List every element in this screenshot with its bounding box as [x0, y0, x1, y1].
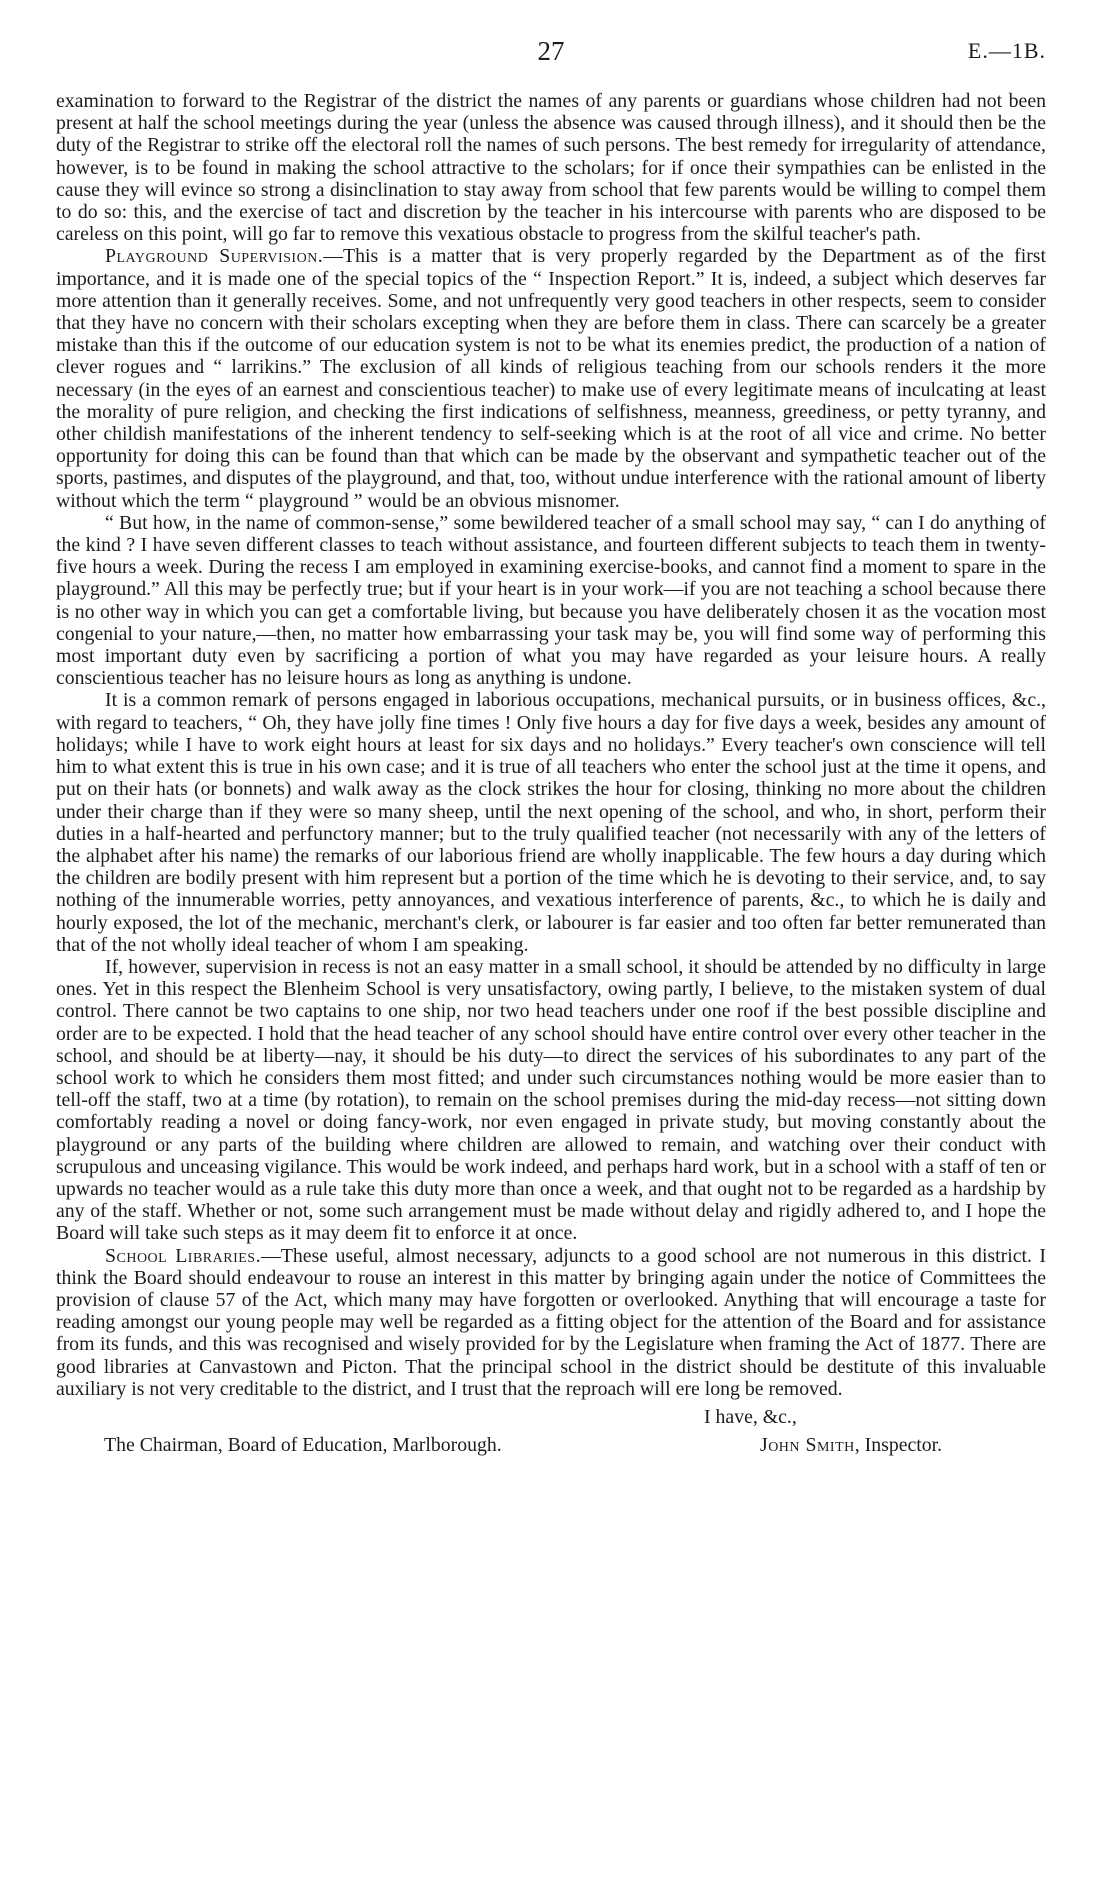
paragraph-school-libraries — [56, 1245, 1046, 1400]
paragraph-playground-supervision — [56, 245, 1046, 511]
paragraph-text: —This is a matter that is very properly regarded by the Department as of the first importance, and it is made one of the special topics of the “ Inspection Report.” It is, indeed, a subject which deserves far more attention than it generally receives. Some, and not unfrequently very good teachers in other respects, seem to consider that they have no concern with their scholars excepting when they are before them in class. There can scarcely be a greater mistake than this if the outcome of our education system is not to be what its enemies predict, the production of a nation of clever rogues and “ larrikins.” The exclusion of all kinds of religious teaching from our schools renders it the more necessary (in the eyes of an earnest and conscientious teacher) to make use of every legitimate means of inculcating at least the morality of pure religion, and checking the first indications of selfishness, meanness, greediness, or petty tyranny, and other childish manifestations of the inherent tendency to self-seeking which is at the root of all vice and crime. No better opportunity for doing this can be found than that which can be made by the observant and sympathetic teacher out of the sports, pastimes, and disputes of the playground, and that, too, without undue interference with the rational amount of liberty without which the term “ playground ” would be an obvious misnomer. — [56, 245, 1046, 512]
page-number: 27 — [537, 36, 565, 66]
page-header — [56, 28, 1046, 68]
paragraph-small-school — [56, 512, 1046, 690]
paragraph-attendance — [56, 90, 1046, 245]
report-body — [56, 90, 1046, 1400]
document-page — [56, 28, 1046, 1470]
signature-title: , Inspector. — [854, 1433, 943, 1456]
signature-name: John Smith — [760, 1433, 855, 1456]
paragraph-text: It is a common remark of persons engaged in laborious occupations, mechanical pursuits, or in business offices, &c., with regard to teachers, “ Oh, they have jolly fine times ! Only five hours a day for five days a week, besides any amount of holidays; while I have to work eight hours at least for six days and no holidays.” Every teacher's own conscience will tell him to what extent this is true in his own case; and it is true of all teachers who enter the school just at the time it opens, and put on their hats (or bonnets) and walk away as the clock strikes the hour for closing, thinking no more about the children under their charge than if they were so many sheep, until the next opening of the school, and who, in short, perform their duties in a half-hearted and perfunctory manner; but to the truly qualified teacher (not necessarily with any of the letters of the alphabet after his name) the remarks of our laborious friend are wholly inapplicable. The few hours a day during which the children are bodily present with him represent but a portion of the time which he is devoting to their service, and, to say nothing of the innumerable worries, petty annoyances, and vexatious interference of parents, &c., to which he is daily and hourly exposed, the lot of the mechanic, merchant's clerk, or labourer is far easier and too often far better remunerated than that of the not wholly ideal teacher of whom I am speaking. — [56, 689, 1046, 956]
document-reference: E.—1B. — [967, 38, 1046, 63]
addressee: The Chairman, Board of Education, Marlborough. — [104, 1433, 502, 1456]
signature — [760, 1434, 942, 1457]
paragraph-text: If, however, supervision in recess is not an easy matter in a small school, it should be attended by no difficulty in large ones. Yet in this respect the Blenheim School is very unsatisfactory, owing partly, I believe, to the mistaken system of dual control. There cannot be two captains to one ship, nor two head teachers under one roof if the best possible discipline and order are to be expected. I hold that the head teacher of any school should have entire control over every other teacher in the school, and should be at liberty—nay, it should be his duty—to direct the services of his subordinates to any part of the school work to which he considers them most fitted; and under such circumstances nothing would be more easier than to tell-off the staff, two at a time (by rotation), to remain on the school premises during the mid-day recess—not sitting down comfortably reading a novel or doing fancy-work, nor even engaged in private study, but moving constantly about the playground or any parts of the building where children are allowed to remain, and watching over their conduct with scrupulous and unceasing vigilance. This would be work indeed, and perhaps hard work, but in a school with a staff of ten or upwards no teacher would as a rule take this duty more than once a week, and that ought not to be regarded as a hardship by any of the staff. Whether or not, some such arrangement must be made without delay and rigidly adhered to, and I hope the Board will take such steps as it may deem fit to enforce it at once. — [56, 955, 1046, 1245]
paragraph-text: examination to forward to the Registrar of the district the names of any parents or guardians whose children had not been present at half the school meetings during the year (unless the absence was caused through illness), and it should then be the duty of the Registrar to strike off the electoral roll the names of such persons. The best remedy for irregularity of attendance, however, is to be found in making the school attractive to the scholars; for if once their sympathies can be enlisted in the cause they will evince so strong a disinclination to stay away from school that few parents would be willing to compel them to do so: this, and the exercise of tact and discretion by the teacher in his intercourse with parents who are disposed to be careless on this point, will go far to remove this vexatious obstacle to progress from the skilful teacher's path. — [56, 90, 1046, 246]
salutation: I have, &c., — [704, 1405, 797, 1428]
paragraph-recess-supervision — [56, 956, 1046, 1245]
paragraph-text: —These useful, almost necessary, adjuncts to a good school are not numerous in this district. I think the Board should endeavour to rouse an interest in this matter by bringing again under the notice of Committees the provision of clause 57 of the Act, which many may have forgotten or overlooked. Anything that will encourage a taste for reading amongst our young people may well be regarded as a fitting object for the attention of the Board and for assistance from its funds, and this was recognised and wisely provided for by the Legislature when framing the Act of 1877. There are good libraries at Canvastown and Picton. That the principal school in the district should be destitute of this invaluable auxiliary is not very creditable to the district, and I trust that the reproach will ere long be removed. — [56, 1244, 1047, 1400]
letter-closing — [56, 1400, 1046, 1470]
paragraph-common-remark — [56, 689, 1046, 955]
section-heading-playground-supervision: Playground Supervision. — [105, 245, 324, 268]
paragraph-text: “ But how, in the name of common-sense,” some bewildered teacher of a small school may say, “ can I do anything of the kind ? I have seven different classes to teach without assistance, and fourteen different subjects to teach them in twenty-five hours a week. During the recess I am employed in examining exercise-books, and cannot find a moment to spare in the playground.” All this may be perfectly true; but if your heart is in your work—if you are not teaching a school because there is no other way in which you can get a comfortable living, but because you have deliberately chosen it as the vocation most congenial to your nature,—then, no matter how embarrassing your task may be, you will find some way of performing this most important duty even by sacrificing a portion of what you may have regarded as your leisure hours. A really conscientious teacher has no leisure hours as long as anything is undone. — [56, 511, 1046, 690]
section-heading-school-libraries: School Libraries. — [105, 1244, 262, 1267]
